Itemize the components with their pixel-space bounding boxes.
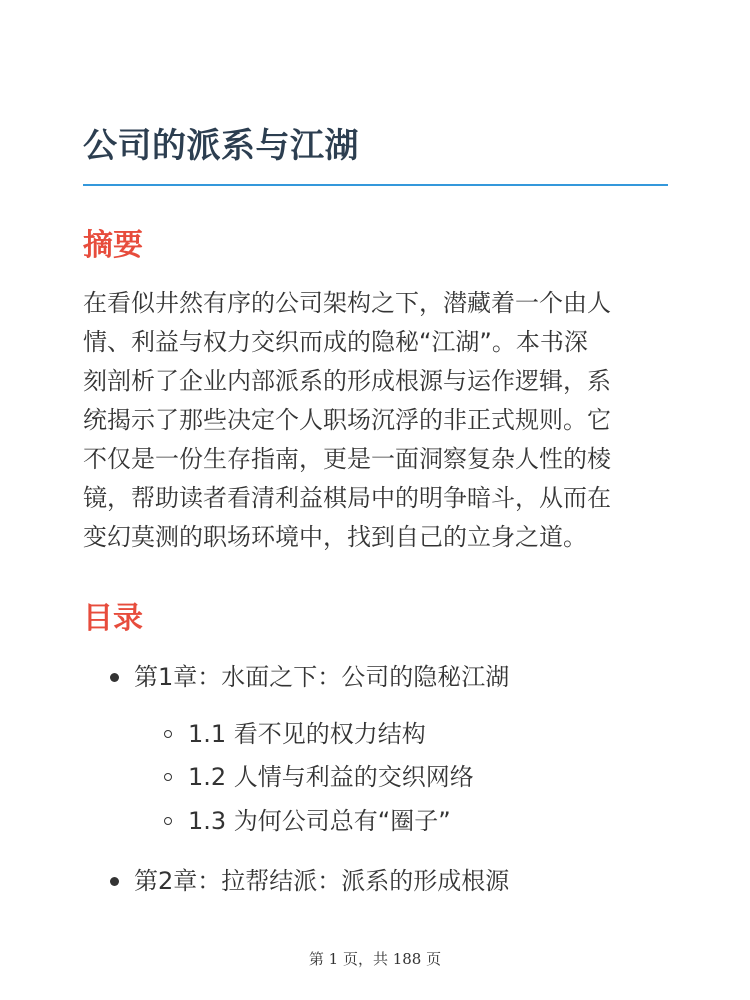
toc-chapter-2[interactable]: 第2章：拉帮结派：派系的形成根源 (134, 867, 510, 895)
title-divider (83, 184, 668, 186)
abstract-line: 镜，帮助读者看清利益棋局中的明争暗斗，从而在 (83, 484, 611, 512)
bullet-disc-icon (110, 673, 119, 682)
bullet-disc-icon (110, 877, 119, 886)
abstract-line: 变幻莫测的职场环境中，找到自己的立身之道。 (83, 523, 587, 551)
abstract-paragraph (83, 284, 673, 557)
bullet-circle-icon (164, 730, 172, 738)
abstract-line: 情、利益与权力交织而成的隐秘“江湖”。本书深 (83, 328, 588, 356)
abstract-line: 刻剖析了企业内部派系的形成根源与运作逻辑，系 (83, 367, 611, 395)
toc-section-1-1[interactable]: 1.1 看不见的权力结构 (188, 720, 426, 748)
abstract-line: 在看似井然有序的公司架构之下，潜藏着一个由人 (83, 289, 611, 317)
book-title: 公司的派系与江湖 (83, 126, 359, 166)
bullet-circle-icon (164, 817, 172, 825)
abstract-heading: 摘要 (83, 228, 143, 263)
abstract-line: 不仅是一份生存指南，更是一面洞察复杂人性的棱 (83, 445, 611, 473)
bullet-circle-icon (164, 773, 172, 781)
toc-heading: 目录 (83, 601, 143, 636)
toc-section-1-3[interactable]: 1.3 为何公司总有“圈子” (188, 807, 451, 835)
toc-section-1-2[interactable]: 1.2 人情与利益的交织网络 (188, 763, 474, 791)
page-number-footer: 第 1 页，共 188 页 (308, 950, 442, 968)
abstract-line: 统揭示了那些决定个人职场沉浮的非正式规则。它 (83, 406, 611, 434)
toc-chapter-1[interactable]: 第1章：水面之下：公司的隐秘江湖 (134, 663, 510, 691)
